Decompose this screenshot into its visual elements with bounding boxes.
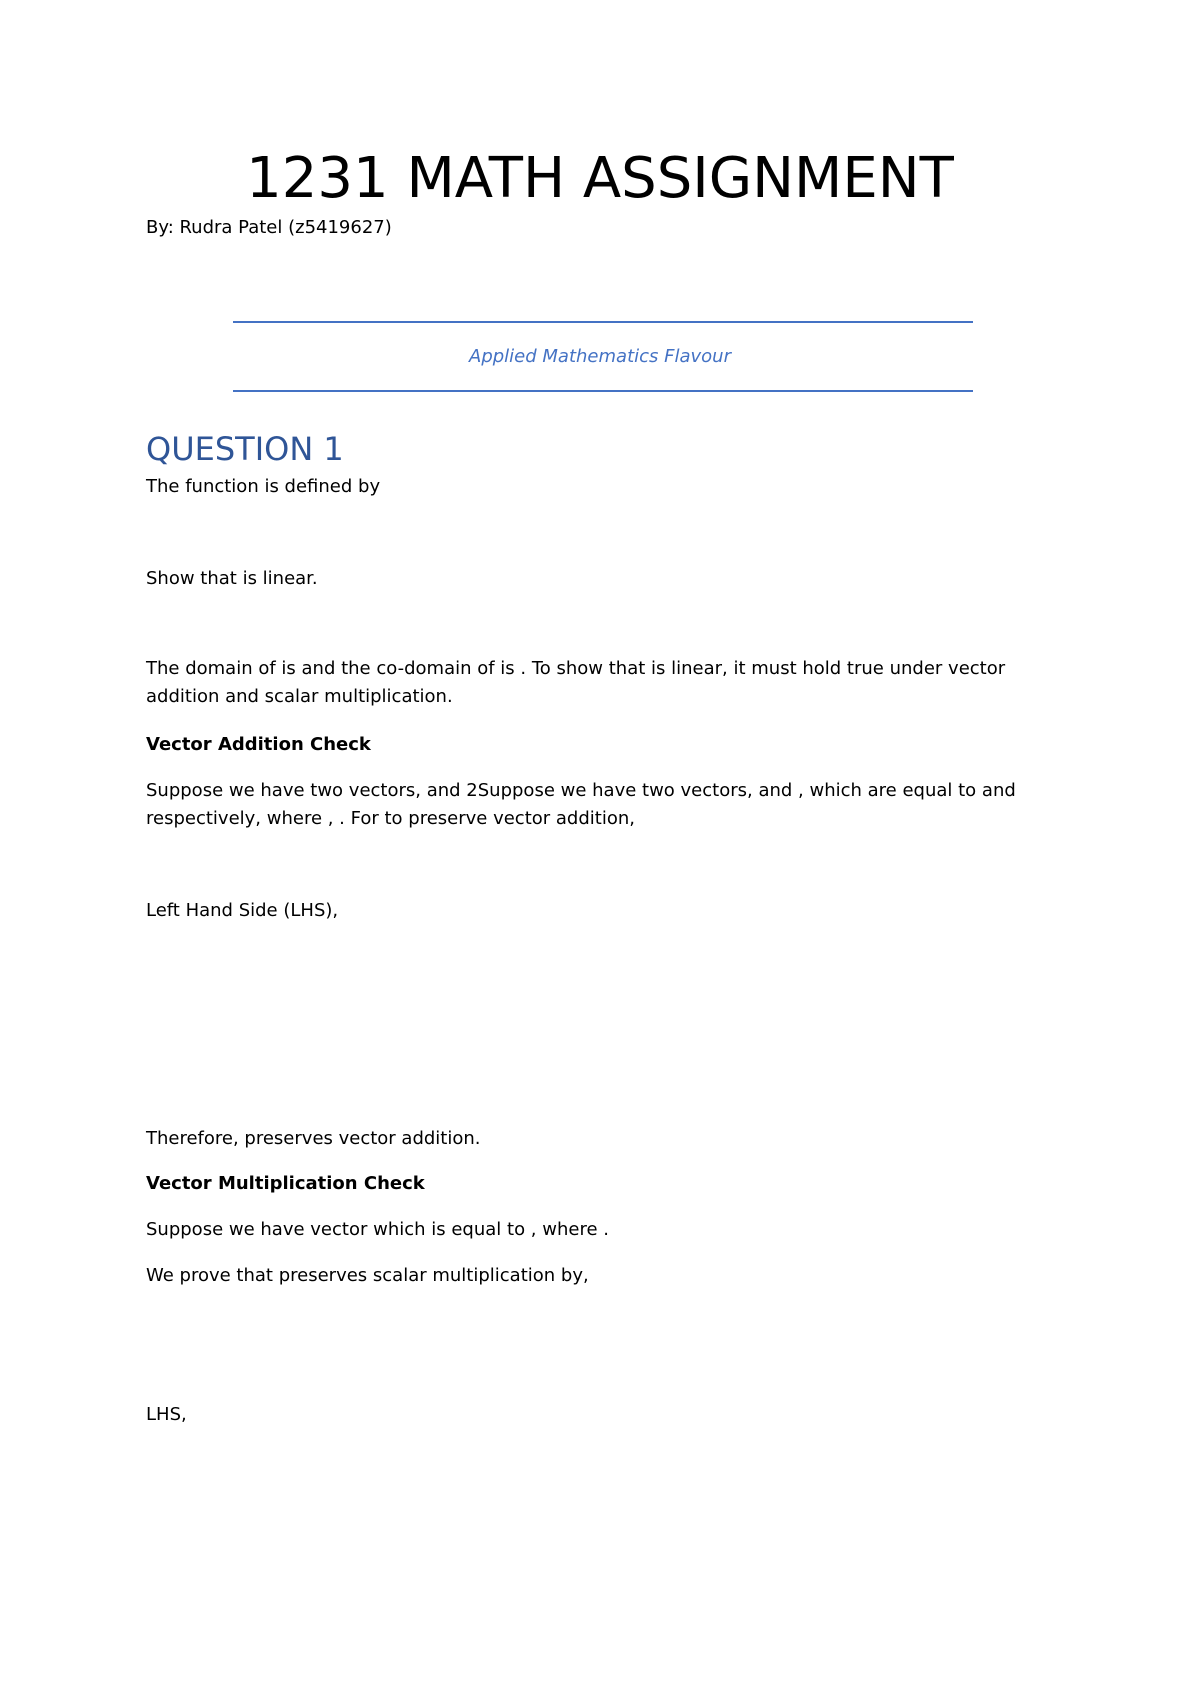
paragraph-show-linear: Show that is linear. (146, 568, 318, 589)
quote-bottom-rule (233, 390, 973, 392)
paragraph-lhs-label: Left Hand Side (LHS), (146, 900, 339, 921)
paragraph-suppose-line2: respectively, where , . For to preserve vector addition, (146, 808, 635, 829)
document-title: 1231 MATH ASSIGNMENT (246, 146, 954, 211)
paragraph-domain-line2: addition and scalar multiplication. (146, 686, 453, 707)
paragraph-suppose-line1: Suppose we have two vectors, and 2Suppose we have two vectors, and , which are equal to and (146, 780, 1016, 801)
author-byline: By: Rudra Patel (z5419627) (146, 217, 392, 238)
heading-vector-addition: Vector Addition Check (146, 734, 371, 755)
intense-quote: Applied Mathematics Flavour (469, 346, 731, 367)
paragraph-lhs-short: LHS, (146, 1404, 187, 1425)
paragraph-domain-line1: The domain of is and the co-domain of is . To show that is linear, it must hold true under vector (146, 658, 1006, 679)
paragraph-therefore: Therefore, preserves vector addition. (146, 1128, 481, 1149)
paragraph-suppose-vector: Suppose we have vector which is equal to , where . (146, 1219, 609, 1240)
quote-top-rule (233, 321, 973, 323)
paragraph-function-defined: The function is defined by (146, 476, 381, 497)
heading-vector-multiplication: Vector Multiplication Check (146, 1173, 425, 1194)
paragraph-prove-scalar: We prove that preserves scalar multiplication by, (146, 1265, 589, 1286)
question-heading: QUESTION 1 (146, 430, 344, 468)
